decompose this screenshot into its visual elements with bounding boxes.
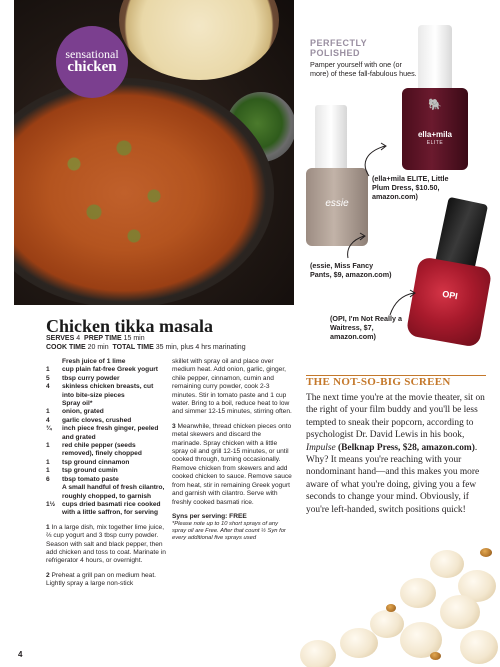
ingredient-cilantro: A small handful of fresh cilantro, roughly chopped, to garnish <box>62 484 165 500</box>
ingredient-row: 1 tsp ground cinnamon <box>46 458 130 466</box>
method-column <box>172 358 292 542</box>
spray-note: *Please note up to 10 short sprays of any spray oil are Free. After that count ½ Syn for every additional five sprays used <box>172 521 286 542</box>
recipe-title: Chicken tikka masala <box>46 316 214 336</box>
step-2-start: 2 Preheat a grill pan on medium heat. Lightly spray a large non-stick <box>46 571 156 588</box>
polished-heading <box>310 38 367 58</box>
polished-description: Pamper yourself with one (or more) of these fall-fabulous hues. <box>310 60 417 78</box>
step-3: 3 Meanwhile, thread chicken pieces onto metal skewers and discard the marinade. Spray chicken with a little spray oil and grill 12-15 minutes, or until cooked through, turning occasionally. Remove chicken from skewers and add cooked chicken to sauce. Remove sauce from heat, stir in remaining Greek yogurt and garnish with cilantro. Serve with freshly cooked basmati rice. <box>172 422 292 506</box>
opi-brand: OPI <box>441 288 459 302</box>
cook-label: COOK TIME <box>46 344 86 351</box>
ella-caption: (ella+mila ELITE, Little Plum Dress, $10.50, amazon.com) <box>372 174 449 201</box>
rice-bowl <box>119 0 279 80</box>
ingredient-row: ¾ inch piece fresh ginger, peeled and grated <box>46 425 159 441</box>
ella-mila-brand: ella+mila <box>417 130 453 139</box>
syns-line: Syns per serving: FREE <box>172 512 247 520</box>
ingredient-row: 1 onion, grated <box>46 408 104 416</box>
essie-caption: (essie, Miss Fancy Pants, $9, amazon.com) <box>310 261 392 279</box>
prep-label: PREP TIME <box>84 335 122 342</box>
ingredient-row: 1½ cups dried basmati rice cooked with a little saffron, for serving <box>46 500 161 517</box>
screen-body <box>306 392 488 516</box>
arrow-icon <box>340 228 376 264</box>
ingredient-row: 5 tbsp curry powder <box>46 374 120 382</box>
recipe-meta-2 <box>46 344 246 351</box>
arrow-icon <box>355 140 395 180</box>
ingredient-row: 4 skinless chicken breasts, cut into bite-size pieces <box>46 383 154 399</box>
serves-value: 4 <box>76 335 81 342</box>
popcorn-image <box>280 540 500 667</box>
step-1: 1 In a large dish, mix together lime juice, ⅔ cup yogurt and 3 tbsp curry powder. Season with salt and black pepper, then add chicken and toss to coat. Marinate in refrigerator 4 hours, or overnight. <box>46 523 166 565</box>
screen-text-start: The next time you're at the movie theater, sit on the right of your film buddy and you'll be less tempted to sneak their popcorn, according to psychologist Dr. David Lewis in his book, <box>306 393 485 441</box>
ingredient-row: 1 tsp ground cumin <box>46 467 118 475</box>
screen-text-end: . Why? It means you're reaching with your nondominant hand—and this makes you more aware of what you're doing, giving you a few seconds to change your mind. Obviously, if you're left-handed, switch positions quick! <box>306 442 480 515</box>
ingredient-row: 1 cup plain fat-free Greek yogurt <box>46 366 158 374</box>
cook-value: 20 min <box>87 344 109 351</box>
badge-line2: chicken <box>67 59 117 76</box>
ingredient-row: 4 garlic cloves, crushed <box>46 416 132 424</box>
ella-mila-sub: ELITE <box>426 140 444 146</box>
polished-heading-line1: PERFECTLY <box>310 38 368 48</box>
total-value: 35 min, plus 4 hrs marinating <box>155 344 246 351</box>
chicken-tikka-photo <box>14 0 294 305</box>
page-number: 4 <box>18 650 23 659</box>
essie-brand: essie <box>325 198 349 209</box>
opi-caption: (OPI, I'm Not Really a Waitress, $7, amazon.com) <box>330 314 403 341</box>
step-2-continued: skillet with spray oil and place over medium heat. Add onion, garlic, ginger, chile pepper, cinnamon, cumin and remaining curry powder, cook 2-3 minutes. Stir in tomato paste and 1 cup water. Bring to a boil, reduce heat to low and simmer 12-15 minutes, stirring often. <box>172 358 292 416</box>
recipe-meta-1 <box>46 335 145 342</box>
spray-oil-label: Spray oil* <box>62 400 93 408</box>
prep-value: 15 min <box>123 335 145 342</box>
serves-label: SERVES <box>46 335 75 342</box>
book-details: (Belknap Press, $28, amazon.com) <box>338 442 475 453</box>
screen-heading: THE NOT-SO-BIG SCREEN <box>306 376 451 388</box>
elephant-logo-icon: 🐘 <box>428 99 442 111</box>
total-label: TOTAL TIME <box>112 344 154 351</box>
polished-heading-line2: POLISHED <box>310 48 361 58</box>
ingredients-column <box>46 358 166 589</box>
ingredient-row: 6 tbsp tomato paste <box>46 475 119 483</box>
book-title: Impulse <box>306 442 336 453</box>
ingredient-lime: Fresh juice of 1 lime <box>62 358 126 365</box>
badge-line1: sensational <box>65 46 119 61</box>
ingredient-row: 1 red chile pepper (seeds removed), finely chopped <box>46 442 142 458</box>
section-badge <box>56 26 128 98</box>
arrow-icon <box>384 285 420 321</box>
